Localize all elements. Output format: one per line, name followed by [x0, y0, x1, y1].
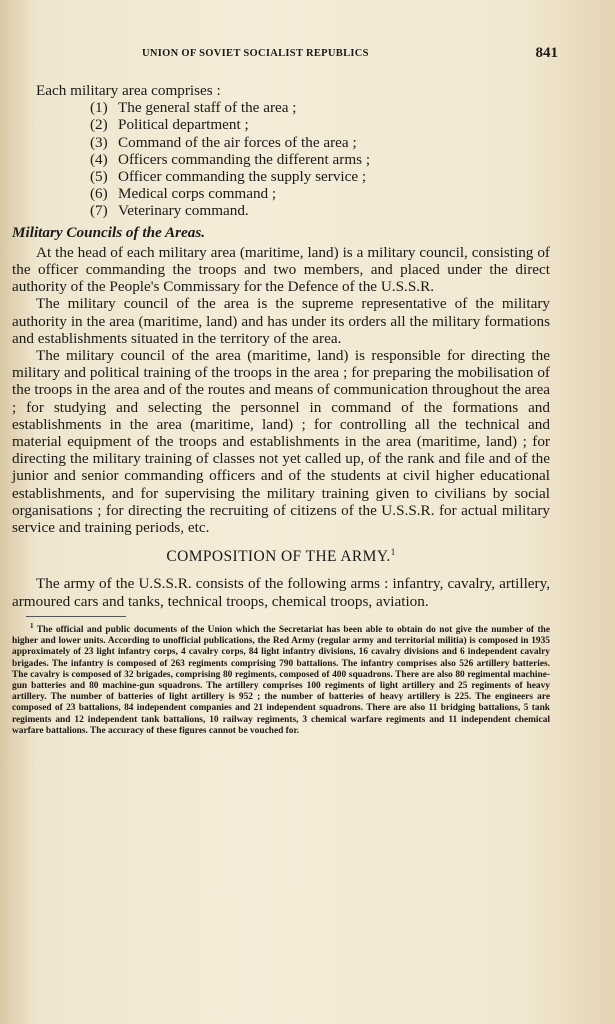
- running-head: [12, 45, 558, 66]
- list-item: [90, 99, 550, 116]
- list-item: [90, 151, 550, 168]
- list-number: (7): [90, 202, 108, 220]
- side-heading: Military Councils of the Areas.: [12, 223, 206, 241]
- page-number: 841: [535, 45, 558, 61]
- intro-text: Each military area comprises :: [36, 82, 221, 99]
- list-item: [90, 185, 550, 202]
- list-item: [90, 202, 550, 219]
- footnote-rule: [26, 616, 126, 617]
- footnote-mark: 1: [30, 621, 34, 630]
- army-paragraph: The army of the U.S.S.R. consists of the following arms : infantry, cavalry, artillery, armoured cars and tanks, technical troops, chemical troops, aviation.: [12, 575, 550, 610]
- running-title: UNION OF SOVIET SOCIALIST REPUBLICS: [142, 48, 369, 59]
- paragraph: The military council of the area (maritime, land) is responsible for directing the military and political training of the troops in the area ; for preparing the mobilisation of the troops in the area and of the routes and means of communication throughout the area ; for studying and selecting the personnel in command of the formations and establishments in the area (maritime, land) ; for controlling all the technical and material equipment of the troops and establishments in the area (maritime, land) ; for directing the military training of classes not yet called up, of the rank and file and of the junior and senior commanding officers and of the students at civil higher educational establishments, and for supervising the military training given to civilians by social organisations ; for directing the recruiting of citizens of the U.S.S.R. for actual military service and training periods, etc.: [12, 347, 550, 537]
- page-body: [12, 82, 550, 737]
- section-heading: [12, 547, 550, 566]
- list-number: (6): [90, 185, 108, 203]
- list-number: (1): [90, 99, 108, 117]
- footnote-reference: 1: [390, 547, 396, 558]
- list-item: [90, 134, 550, 151]
- list-number: (5): [90, 168, 108, 186]
- list-text: The general staff of the area ;: [118, 99, 297, 117]
- list-number: (3): [90, 133, 108, 151]
- area-list: [12, 99, 550, 219]
- list-text: Officer commanding the supply service ;: [118, 168, 367, 186]
- footnote: [12, 621, 550, 737]
- paragraph: At the head of each military area (maritime, land) is a military council, consisting of the officer commanding the troops and two members, and placed under the direct authority of the People's Commissary for the Defence of the U.S.S.R.: [12, 243, 550, 296]
- list-text: Medical corps command ;: [118, 185, 277, 203]
- footnote-text: The official and public documents of the Union which the Secretariat has been able to obtain do not give the number of the higher and lower units. According to unofficial publications, the Red Army (regular army and territorial militia) is composed in 1935 approximately of 23 light infantry corps, 4 cavalry corps, 84 light infantry divisions, 16 cavalry divisions and 6 independent cavalry brigades. The infantry is composed of 263 regiments comprising 790 battalions. The infantry comprises also 526 artillery batteries. The cavalry is composed of 32 brigades, comprising 80 regiments, composed of 400 squadrons. There are also 80 regimental machine-gun batteries and 80 machine-gun squadrons. The artillery comprises 100 regiments of light artillery and 25 regiments of heavy artillery. The number of batteries of light artillery is 952 ; the number of batteries of heavy artillery is 225. The engineers are composed of 23 battalions, 84 independent companies and 21 independent squadrons. There are also 11 bridging battalions, 5 tank regiments and 12 independent tank battalions, 10 railway regiments, 3 chemical warfare regiments and 11 independent chemical warfare battalions. The accuracy of these figures cannot be vouched for.: [12, 624, 550, 736]
- section-heading-text: COMPOSITION OF THE ARMY.: [166, 548, 391, 566]
- list-text: Political department ;: [118, 116, 249, 134]
- list-number: (2): [90, 116, 108, 134]
- list-text: Veterinary command.: [118, 202, 249, 220]
- list-text: Officers commanding the different arms ;: [118, 150, 371, 168]
- paragraph: The military council of the area is the supreme representative of the military authority in the area (maritime, land) and has under its orders all the military formations and establishments situated in the territory of the area.: [12, 295, 550, 347]
- list-item: [90, 168, 550, 185]
- list-number: (4): [90, 150, 108, 168]
- list-text: Command of the air forces of the area ;: [118, 133, 357, 151]
- list-item: [90, 116, 550, 133]
